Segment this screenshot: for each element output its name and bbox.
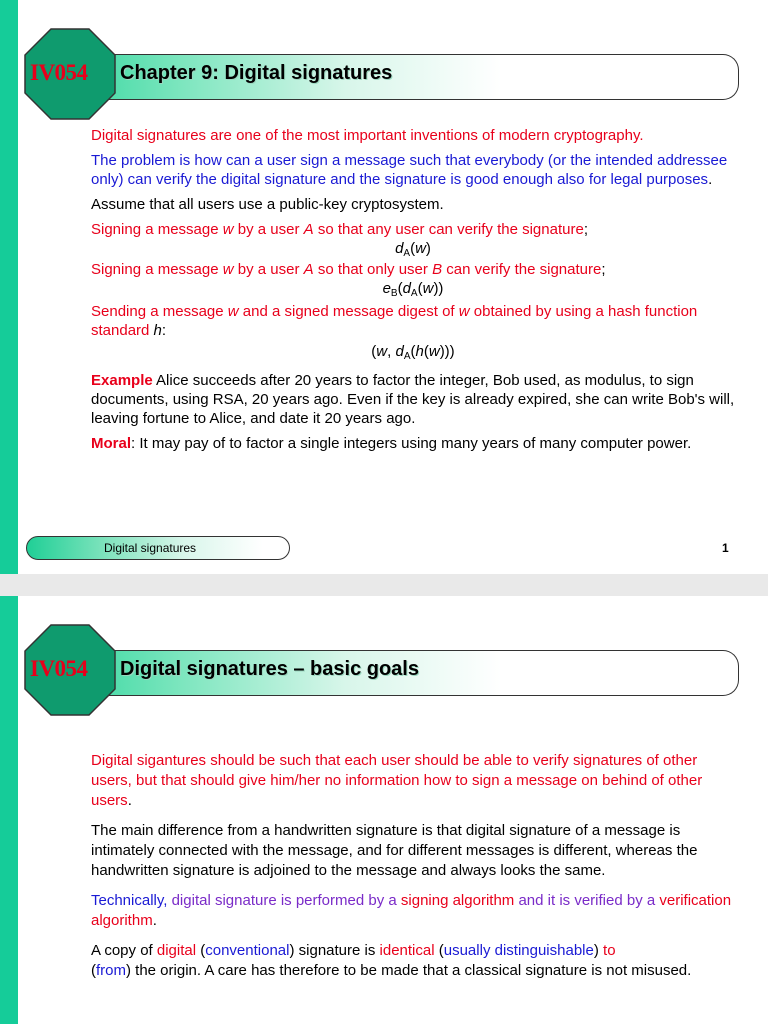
var-w: w <box>222 221 234 238</box>
text-run: Sending a message <box>91 303 228 320</box>
var-b: B <box>432 261 443 278</box>
text-run: Signing a message <box>91 261 223 278</box>
var-h: h <box>415 343 424 360</box>
text-run: to <box>603 942 616 959</box>
text-run: and a signed message digest of <box>238 303 459 320</box>
page-number: 1 <box>722 541 729 555</box>
var-d: d <box>395 343 404 360</box>
text-run: )) <box>433 280 444 297</box>
text-run: usually distinguishable <box>443 942 594 959</box>
slide-title: Digital signatures – basic goals <box>120 658 419 680</box>
subscript: A <box>403 351 411 362</box>
var-w: w <box>458 303 470 320</box>
problem-text: The problem is how can a user sign a message such that everybody (or the intended addressee only) can verify the digital signature and the signature is good enough also for legal purposes <box>91 152 728 188</box>
subscript: A <box>403 248 411 259</box>
text-run: ))) <box>439 343 455 360</box>
text-run: Signing a message <box>91 221 223 238</box>
slide-side-bar <box>0 596 18 1024</box>
moral-label: Moral <box>91 435 132 452</box>
text-run: by a user <box>233 221 304 238</box>
goals-paragraph <box>91 751 735 811</box>
problem-paragraph <box>91 151 735 189</box>
text-run: ( <box>423 343 429 360</box>
var-w: w <box>422 280 434 297</box>
text-run: from <box>96 962 126 979</box>
example-text: Alice succeeds after 20 years to factor the integer, Bob used, as modulus, to sign documents, using RSA, 20 years ago. Even if the key is already expired, she can write Bob's will, leaving fortune to Alice, and date it 20 years ago. <box>91 372 735 427</box>
var-w: w <box>222 261 234 278</box>
text-run: : <box>161 322 167 339</box>
text-run: digital signature is performed by a <box>171 892 401 909</box>
text-run: . <box>152 912 157 929</box>
signing-only-b-paragraph <box>91 260 735 279</box>
var-d: d <box>395 240 404 257</box>
text-run: ; <box>583 221 588 238</box>
text-run: and it is verified by a <box>514 892 660 909</box>
technically-paragraph <box>91 891 735 931</box>
text-run: ( <box>410 240 416 257</box>
text-run: ) the origin. A care has therefore to be made that a classical signature is not misused. <box>126 962 692 979</box>
text-run: ) signature is <box>289 942 380 959</box>
var-w: w <box>227 303 239 320</box>
text-run: ( <box>397 280 403 297</box>
slide-body <box>91 751 735 987</box>
goals-text: Digital sigantures should be such that each user should be able to verify signatures of other users, but that should give him/her no information how to sign a message on behind of other users <box>91 752 703 809</box>
sending-paragraph <box>91 302 735 340</box>
var-w: w <box>376 343 388 360</box>
moral-paragraph <box>91 434 735 453</box>
formula-3 <box>91 342 735 361</box>
text-run: identical <box>379 942 435 959</box>
text-run: verification algorithm <box>91 892 732 929</box>
text-run: ( <box>410 343 416 360</box>
formula-2 <box>91 279 735 298</box>
text-run: can verify the signature <box>442 261 602 278</box>
var-h: h <box>153 322 162 339</box>
var-d: d <box>402 280 411 297</box>
text-run: by a user <box>233 261 304 278</box>
course-badge: IV054 <box>30 656 88 681</box>
formula-1 <box>91 239 735 258</box>
copy-paragraph <box>91 941 735 981</box>
intro-paragraph: Digital signatures are one of the most important inventions of modern cryptography. <box>91 127 644 144</box>
example-paragraph <box>91 371 735 428</box>
var-e: e <box>382 280 391 297</box>
signing-any-paragraph <box>91 220 735 239</box>
problem-end: . <box>708 171 713 188</box>
text-run: so that any user can verify the signature <box>313 221 584 238</box>
text-run: , <box>387 343 396 360</box>
slide-side-bar <box>0 0 18 574</box>
moral-text: : It may pay of to factor a single integers using many years of many computer power. <box>131 435 692 452</box>
var-a: A <box>303 221 314 238</box>
text-run: ( <box>91 962 96 979</box>
text-run: signing algorithm <box>400 892 515 909</box>
text-run: ( <box>196 942 206 959</box>
footer-label: Digital signatures <box>104 541 197 555</box>
example-label: Example <box>91 372 153 389</box>
text-run: ; <box>601 261 606 278</box>
text-run: obtained by using a hash function standard <box>91 303 698 339</box>
var-a: A <box>303 261 314 278</box>
text-run: ( <box>434 942 444 959</box>
text-run: ) <box>593 942 604 959</box>
var-w: w <box>428 343 440 360</box>
text-run: conventional <box>205 942 290 959</box>
text-run: Technically, <box>91 892 172 909</box>
text-run: A copy of <box>91 942 157 959</box>
subscript: B <box>390 288 398 299</box>
text-run: ( <box>371 343 377 360</box>
text-run: digital <box>156 942 197 959</box>
text-run: ) <box>425 240 431 257</box>
slide-body <box>91 126 735 459</box>
subscript: A <box>410 288 418 299</box>
slide-2 <box>0 596 768 1024</box>
assumption-paragraph: Assume that all users use a public-key cryptosystem. <box>91 196 444 213</box>
difference-paragraph: The main difference from a handwritten signature is that digital signature of a message is intimately connected with the message, and for different messages is different, whereas the handwritten signature is adjoined to the message and always looks the same. <box>91 822 698 879</box>
course-badge: IV054 <box>30 60 88 85</box>
goals-end: . <box>127 792 132 809</box>
text-run: so that only user <box>313 261 433 278</box>
var-w: w <box>415 240 426 257</box>
slide-title: Chapter 9: Digital signatures <box>120 62 393 84</box>
text-run: ( <box>417 280 423 297</box>
